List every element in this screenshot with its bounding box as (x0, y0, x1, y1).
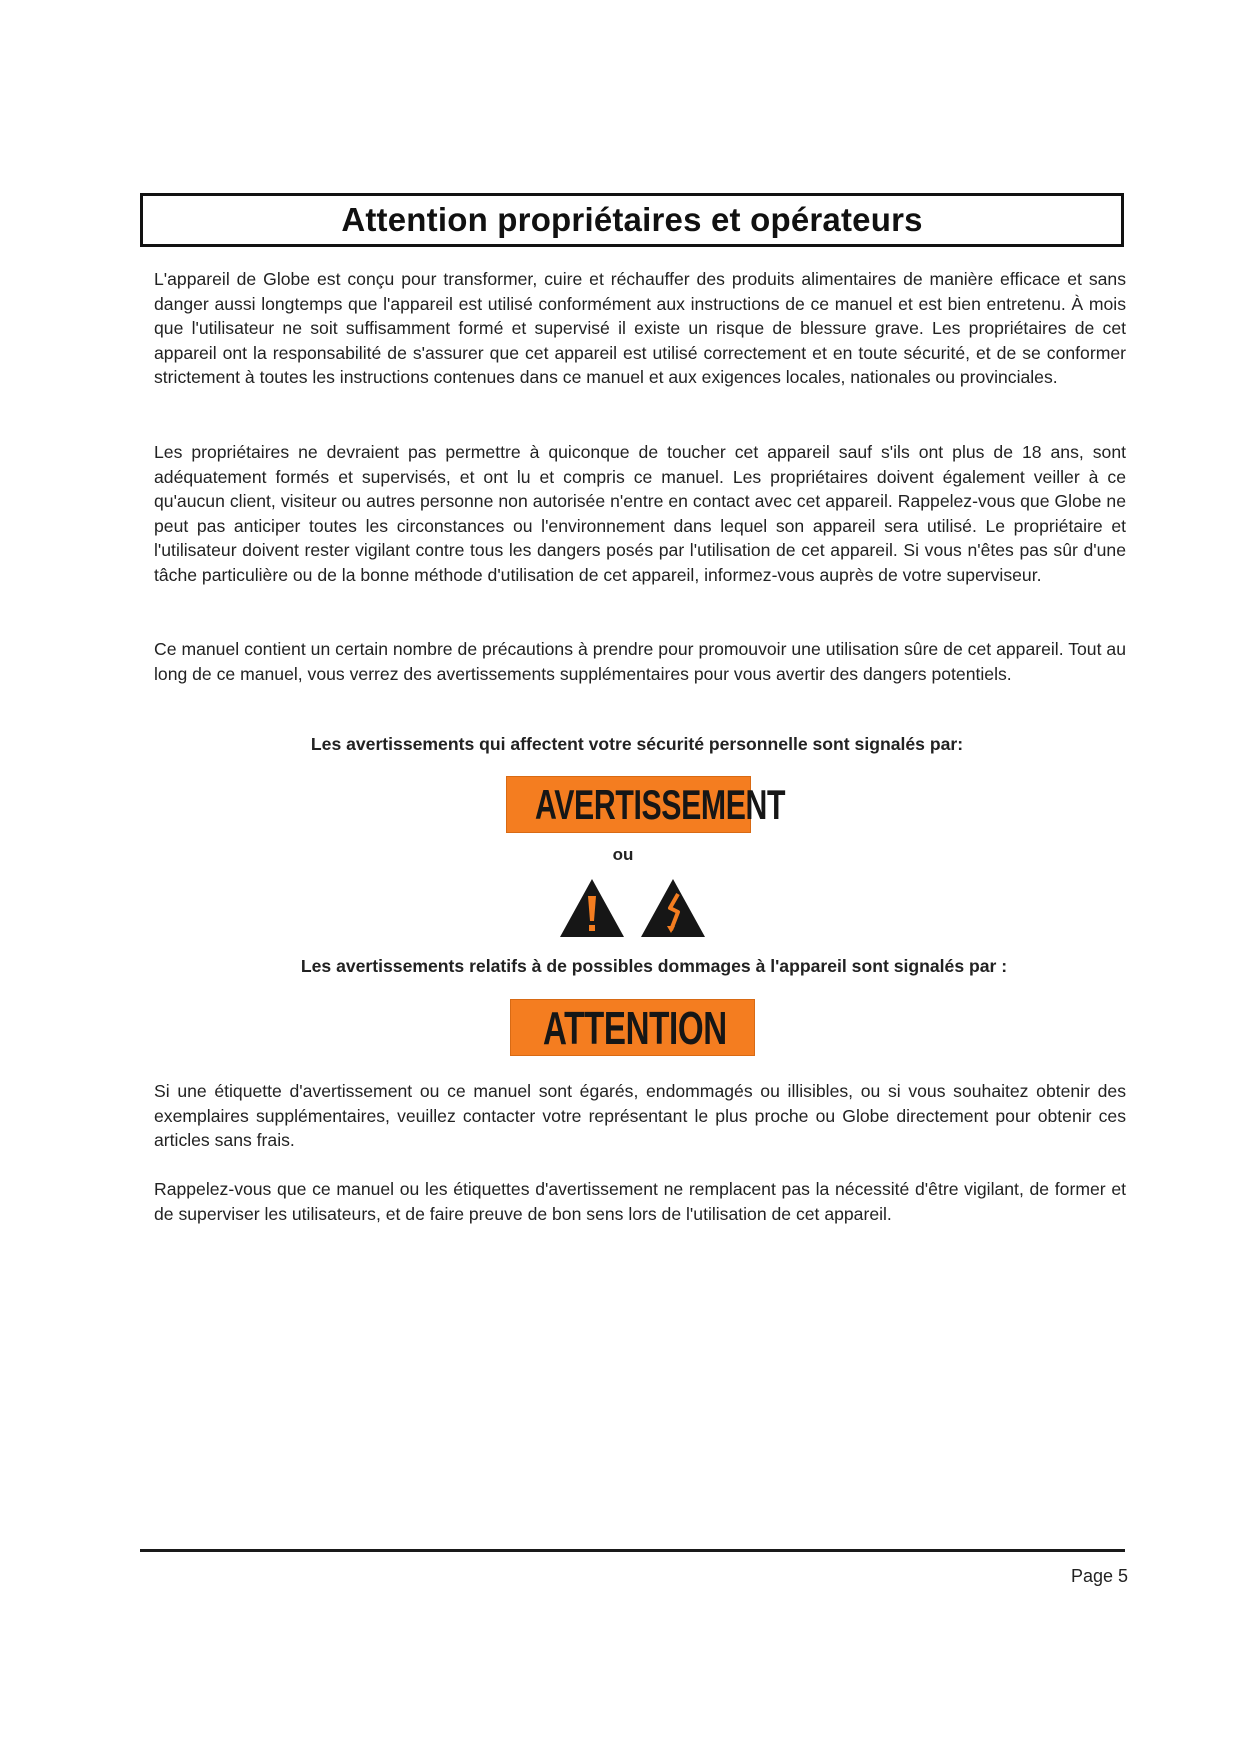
warnings-intro: Les avertissements qui affectent votre sécurité personnelle sont signalés par: (310, 734, 964, 754)
page-number: Page 5 (1070, 1566, 1128, 1586)
paragraph-replacement: Si une étiquette d'avertissement ou ce manuel sont égarés, endommagés ou illisibles, ou si vous souhaitez obtenir des exemplaires supplémentaires, veuillez contacter votre représentant le plus proche ou Globe directement pour obtenir ces articles sans frais. (154, 1081, 1126, 1151)
paragraph-owners: Les propriétaires ne devraient pas permettre à quiconque de toucher cet appareil sauf s'ils ont plus de 18 ans, sont adéquatement formés et supervisés, et ont lu et compris ce manuel. Les propriétaires doivent également veiller à ce qu'aucun client, visiteur ou autres personne non autorisée n'entre en contact avec cet appareil. Rappelez-vous que Globe ne peut pas anticiper toutes les circonstances ou l'environnement dans lequel son appareil sera utilisé. Le propriétaire et l'utilisateur doivent rester vigilant contre tous les dangers posés par l'utilisation de cet appareil. Si vous n'êtes pas sûr d'une tâche particulière ou de la bonne méthode d'utilisation de cet appareil, informez-vous auprès de votre superviseur. (154, 442, 1126, 585)
damage-intro: Les avertissements relatifs à de possibles dommages à l'appareil sont signalés par : (300, 956, 1008, 976)
electric-shock-triangle-icon (640, 878, 706, 938)
warning-sign (506, 776, 786, 833)
attention-sign-label: ATTENTION (543, 1001, 727, 1054)
or-text: ou (612, 845, 634, 864)
paragraph-reminder: Rappelez-vous que ce manuel ou les étiquettes d'avertissement ne remplacent pas la nécessité d'être vigilant, de former et de superviser les utilisateurs, et de faire preuve de bon sens lors de l'utilisation de cet appareil. (154, 1179, 1126, 1224)
warning-sign-label: AVERTISSEMENT (535, 780, 786, 828)
page-title: Attention propriétaires et opérateurs (341, 201, 923, 238)
footer-divider (140, 1549, 1125, 1552)
title-box (140, 193, 1124, 247)
attention-sign (510, 999, 755, 1056)
exclamation-triangle-icon (559, 878, 625, 938)
paragraph-precautions: Ce manuel contient un certain nombre de précautions à prendre pour promouvoir une utilisation sûre de cet appareil. Tout au long de ce manuel, vous verrez des avertissements supplémentaires pour vous avertir des dangers potentiels. (154, 639, 1126, 684)
paragraph-intro: L'appareil de Globe est conçu pour transformer, cuire et réchauffer des produits alimentaires de manière efficace et sans danger aussi longtemps que l'appareil est utilisé conformément aux instructions de ce manuel et est bien entretenu. À mois que l'utilisateur ne soit suffisamment formé et supervisé il existe un risque de blessure grave. Les propriétaires de cet appareil ont la responsabilité de s'assurer que cet appareil est utilisé correctement et en toute sécurité, et de se conformer strictement à toutes les instructions contenues dans ce manuel et aux exigences locales, nationales ou provinciales. (154, 269, 1126, 388)
